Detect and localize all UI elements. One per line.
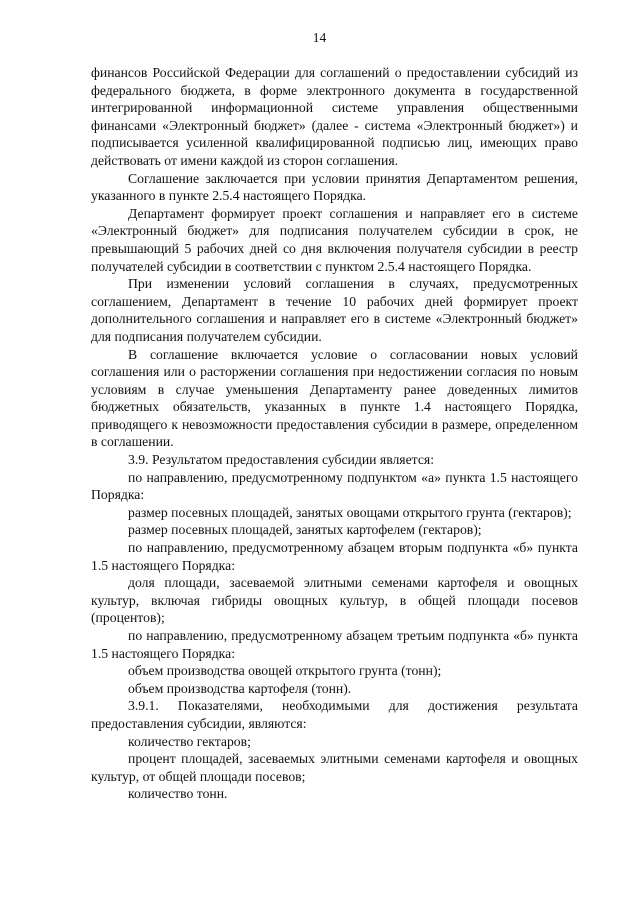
- paragraph: количество гектаров;: [128, 733, 251, 749]
- paragraph: При изменении условий соглашения в случаях, предусмотренных соглашением, Департамент в течение 10 рабочих дней формирует проект дополнительного соглашения и направляет его в системе «Электронный бюджет» для подписания получателем субсидии.: [91, 276, 578, 344]
- page-number: 14: [312, 30, 327, 45]
- paragraph: размер посевных площадей, занятых картофелем (гектаров);: [128, 522, 482, 538]
- paragraph: доля площади, засеваемой элитными семенами картофеля и овощных культур, включая гибриды овощных культур, в общей площади посевов (процентов);: [91, 575, 578, 626]
- document-body: [91, 64, 578, 803]
- paragraph: В соглашение включается условие о согласовании новых условий соглашения или о расторжении соглашения при недостижении согласия по новым условиям в случае уменьшения Департаменту ранее доведенных лимитов бюджетных обязательств, указанных в пункте 1.4 настоящего Порядка, приводящего к невозможности предоставления субсидии в размере, определенном в соглашении.: [91, 346, 578, 450]
- paragraph: по направлению, предусмотренному абзацем вторым подпункта «б» пункта 1.5 настоящего Порядка:: [91, 540, 578, 573]
- paragraph: 3.9.1. Показателями, необходимыми для достижения результата предоставления субсидии, являются:: [91, 698, 578, 731]
- paragraph: Соглашение заключается при условии принятия Департаментом решения, указанного в пункте 2.5.4 настоящего Порядка.: [91, 170, 578, 204]
- paragraph: 3.9. Результатом предоставления субсидии является:: [128, 452, 435, 468]
- paragraph: Департамент формирует проект соглашения и направляет его в системе «Электронный бюджет» для подписания получателем субсидии в срок, не превышающий 5 рабочих дней со дня включения получателя субсидии в реестр получателей субсидии в соответствии с пунктом 2.5.4 настоящего Порядка.: [91, 205, 578, 274]
- paragraph: финансов Российской Федерации для соглашений о предоставлении субсидий из федерального бюджета, в форме электронного документа в государственной интегрированной информационной системе управления общественными финансами «Электронный бюджет» (далее - система «Электронный бюджет») и подписывается усиленной квалифицированной подписью лиц, имеющих право действовать от имени каждой из сторон соглашения.: [91, 65, 578, 168]
- paragraph: по направлению, предусмотренному подпунктом «а» пункта 1.5 настоящего Порядка:: [91, 469, 578, 503]
- paragraph: размер посевных площадей, занятых овощами открытого грунта (гектаров);: [128, 504, 572, 520]
- paragraph: объем производства овощей открытого грунта (тонн);: [128, 663, 442, 679]
- paragraph: количество тонн.: [128, 786, 228, 802]
- paragraph: объем производства картофеля (тонн).: [128, 680, 352, 696]
- paragraph: по направлению, предусмотренному абзацем третьим подпункта «б» пункта 1.5 настоящего Порядка:: [91, 628, 578, 661]
- paragraph: процент площадей, засеваемых элитными семенами картофеля и овощных культур, от общей площади посевов;: [91, 751, 578, 784]
